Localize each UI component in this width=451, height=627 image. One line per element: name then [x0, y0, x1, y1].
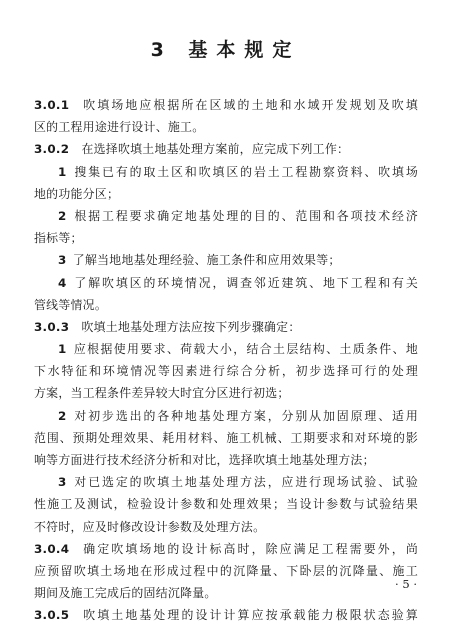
clause-number: 3.0.2: [34, 142, 70, 157]
item-number: 3: [58, 475, 67, 490]
clause-number: 3.0.5: [34, 608, 70, 623]
line-text: 对初步选出的各种地基处理方案，分别从加固原理、适用: [72, 408, 418, 423]
list-item-line: [34, 405, 418, 427]
line-text: 下水特征和环境情况等因素进行综合分析，初步选择可行的处理: [34, 364, 418, 379]
text-line: [34, 560, 418, 582]
line-text: 不符时，应及时修改设计参数及处理方法。: [34, 519, 266, 534]
list-item-line: [34, 161, 418, 183]
line-text: 在选择吹填土地基处理方案前，应完成下列工作：: [81, 142, 350, 157]
clause-number: 3.0.1: [34, 98, 70, 112]
item-number: 3: [58, 253, 67, 268]
line-text: 吹填场地应根据所在区域的土地和水域开发规划及吹填: [81, 98, 418, 112]
clause-line: [34, 604, 418, 626]
list-item-line: [34, 471, 418, 493]
clause-line: [34, 94, 418, 116]
item-number: 1: [58, 342, 67, 357]
clause-line: [34, 138, 418, 160]
line-text: 应预留吹填土场地在形成过程中的沉降量、下卧层的沉降量、施工: [34, 563, 418, 578]
clause-number: 3.0.4: [34, 541, 70, 556]
clause-number: 3.0.3: [34, 319, 70, 334]
text-line: [34, 183, 418, 205]
line-text: 吹填土地基处理的设计计算应按承载能力极限状态验算: [81, 608, 418, 623]
list-item-line: [34, 205, 418, 227]
text-line: [34, 427, 418, 449]
item-number: 2: [58, 408, 67, 423]
line-text: 搜集已有的取土区和吹填区的岩土工程勘察资料、吹填场: [72, 164, 418, 179]
text-line: [34, 294, 418, 316]
line-text: 性施工及测试，检验设计参数和处理效果；当设计参数与试验结果: [34, 497, 418, 512]
text-line: [34, 227, 418, 249]
line-text: 响等方面进行技术经济分析和对比，选择吹填土地基处理方法；: [34, 453, 375, 467]
text-line: [34, 382, 418, 404]
list-item-line: [34, 272, 418, 294]
item-number: 1: [58, 164, 67, 179]
item-number: 4: [58, 275, 67, 290]
line-text: 区的工程用途进行设计、施工。: [34, 120, 205, 135]
line-text: 了解吹填区的环境情况，调查邻近建筑、地下工程和有关: [72, 275, 418, 290]
text-line: [34, 449, 418, 471]
line-text: 根据工程要求确定地基处理的目的、范围和各项技术经济: [72, 208, 418, 223]
line-text: 期间及施工完成后的固结沉降量。: [34, 586, 217, 601]
line-text: 方案，当工程条件差异较大时宜分区进行初选；: [34, 386, 290, 401]
text-line: [34, 360, 418, 382]
line-text: 对已选定的吹填土地基处理方法，应进行现场试验、试验: [72, 475, 418, 490]
list-item-line: [34, 338, 418, 360]
text-line: [34, 516, 418, 538]
text-line: [34, 582, 418, 604]
clause-line: [34, 316, 418, 338]
list-item-line: [34, 249, 418, 271]
line-text: 吹填土地基处理方法应按下列步骤确定：: [81, 319, 301, 334]
line-text: 了解当地地基处理经验、施工条件和应用效果等；: [72, 253, 341, 268]
text-line: [34, 116, 418, 138]
line-text: 指标等；: [34, 231, 83, 246]
line-text: 范围、预期处理效果、耗用材料、施工机械、工期要求和对环境的影: [34, 430, 418, 445]
line-text: 确定吹填场地的设计标高时，除应满足工程需要外，尚: [81, 541, 418, 556]
line-text: 地的功能分区；: [34, 186, 120, 201]
document-body: [34, 94, 418, 627]
item-number: 2: [58, 208, 67, 223]
clause-line: [34, 538, 418, 560]
chapter-title: 3 基本规定: [150, 39, 301, 61]
text-line: [34, 493, 418, 515]
line-text: 管线等情况。: [34, 297, 108, 312]
page-number: · 5 ·: [395, 577, 417, 591]
line-text: 应根据使用要求、荷载大小，结合土层结构、土质条件、地: [72, 342, 418, 357]
